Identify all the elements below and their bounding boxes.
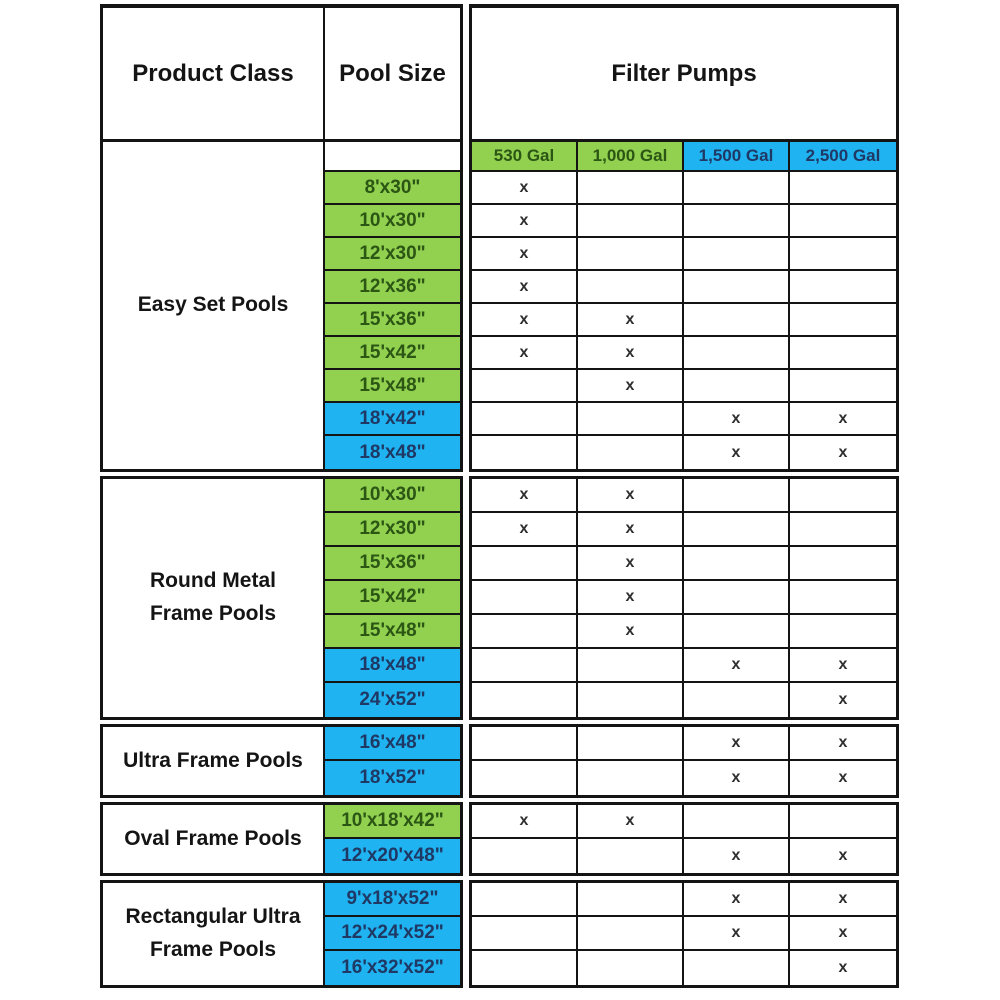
pump-column-header: 530 Gal <box>472 142 578 172</box>
pool-size-cell: 15'x36" <box>325 304 460 337</box>
pump-cell: x <box>684 403 790 436</box>
pump-row <box>472 304 896 337</box>
pump-cell: x <box>838 959 848 976</box>
product-class-header: Product Class <box>103 8 325 139</box>
product-section <box>100 802 899 876</box>
pump-row <box>472 271 896 304</box>
pump-cell: x <box>838 847 848 864</box>
pump-cell: x <box>472 479 578 513</box>
pump-cell <box>790 581 896 615</box>
product-class-label: Oval Frame Pools <box>124 826 302 850</box>
pump-cell: x <box>472 304 578 337</box>
pump-cell: x <box>790 883 896 917</box>
pump-cell <box>790 238 896 271</box>
pump-cell <box>472 615 578 649</box>
pump-row <box>472 513 896 547</box>
pump-cell: x <box>472 172 578 205</box>
section-left-box <box>100 139 463 472</box>
product-class-cell <box>103 883 325 985</box>
pump-cell: x <box>578 547 684 581</box>
pump-cell <box>578 727 684 761</box>
section-right-box <box>469 724 899 798</box>
pump-cell: x <box>578 581 684 615</box>
pump-cell: x <box>472 238 578 271</box>
section-left-box <box>100 880 463 988</box>
pool-size-column <box>325 479 460 717</box>
pump-cell: x <box>578 337 684 370</box>
pump-row <box>472 172 896 205</box>
pump-cell <box>472 581 578 615</box>
pump-cell <box>790 547 896 581</box>
pump-cell <box>790 479 896 513</box>
table-body <box>100 139 899 988</box>
pump-cell <box>472 839 578 873</box>
pump-row <box>472 727 896 761</box>
section-right-box <box>469 880 899 988</box>
product-section <box>100 880 899 988</box>
pump-cell <box>684 805 790 839</box>
pump-row <box>472 205 896 238</box>
pump-row <box>472 547 896 581</box>
pump-cell: x <box>838 443 848 461</box>
pump-row <box>472 403 896 436</box>
pump-cell <box>684 683 790 717</box>
pump-row <box>472 917 896 951</box>
pool-size-cell: 8'x30" <box>325 172 460 205</box>
pool-size-column <box>325 727 460 795</box>
pump-cell <box>790 805 896 839</box>
pump-cell: x <box>684 761 790 795</box>
pump-cell: x <box>472 805 578 839</box>
pump-cell: x <box>790 727 896 761</box>
pool-size-cell: 16'x32'x52" <box>325 951 460 985</box>
pump-cell <box>578 951 684 985</box>
pump-cell <box>684 581 790 615</box>
product-section <box>100 476 899 720</box>
pump-cell <box>684 951 790 985</box>
pump-cell <box>578 761 684 795</box>
pump-cell <box>578 172 684 205</box>
pump-cell: x <box>578 615 684 649</box>
pump-row <box>472 436 896 469</box>
section-right-box <box>469 802 899 876</box>
pump-cell: x <box>838 691 848 708</box>
pump-column-header: 1,500 Gal <box>684 142 790 172</box>
pump-cell <box>578 683 684 717</box>
section-right-box <box>469 476 899 720</box>
header-left-box <box>100 4 463 139</box>
pool-size-header: Pool Size <box>339 59 446 87</box>
pump-cell: x <box>684 917 790 951</box>
pump-cell: x <box>684 839 790 873</box>
pump-cell <box>790 304 896 337</box>
pump-cell: x <box>684 436 790 469</box>
pump-cell <box>472 683 578 717</box>
product-section <box>100 724 899 798</box>
pump-cell <box>684 205 790 238</box>
pump-cell <box>472 649 578 683</box>
pump-cell: x <box>472 337 578 370</box>
compatibility-table <box>100 4 899 988</box>
pump-cell: x <box>684 649 790 683</box>
pump-cell <box>790 337 896 370</box>
pump-cell <box>790 205 896 238</box>
section-left-box <box>100 724 463 798</box>
pool-size-cell: 18'x52" <box>325 761 460 795</box>
pump-cell <box>578 238 684 271</box>
pump-row <box>472 805 896 839</box>
pump-cell <box>472 727 578 761</box>
pool-size-column <box>325 883 460 985</box>
section-left-box <box>100 802 463 876</box>
product-class-cell <box>103 479 325 717</box>
pump-cell <box>578 271 684 304</box>
pump-header-row <box>472 142 896 172</box>
pump-column-header: 2,500 Gal <box>790 142 896 172</box>
pool-size-cell: 9'x18'x52" <box>325 883 460 917</box>
pump-cell: x <box>578 479 684 513</box>
pump-row <box>472 839 896 873</box>
pump-row <box>472 238 896 271</box>
pump-row <box>472 761 896 795</box>
pump-cell <box>684 479 790 513</box>
pump-cell: x <box>790 403 896 436</box>
table-header-row <box>100 4 899 139</box>
pool-size-cell: 12'x24'x52" <box>325 917 460 951</box>
pump-cell <box>578 205 684 238</box>
pump-cell: x <box>472 513 578 547</box>
pump-cell <box>578 649 684 683</box>
pool-size-cell: 12'x30" <box>325 238 460 271</box>
pump-cell <box>472 761 578 795</box>
pump-row <box>472 683 896 717</box>
pump-cell: x <box>578 370 684 403</box>
pool-size-cell: 12'x20'x48" <box>325 839 460 873</box>
pump-cell: x <box>684 883 790 917</box>
product-class-label: Ultra Frame Pools <box>123 748 303 772</box>
section-left-box <box>100 476 463 720</box>
pump-cell: x <box>472 271 578 304</box>
pump-cell <box>684 513 790 547</box>
pool-size-cell: 16'x48" <box>325 727 460 761</box>
product-section <box>100 139 899 472</box>
pump-cell <box>790 271 896 304</box>
pump-cell <box>472 547 578 581</box>
pump-cell: x <box>838 769 848 786</box>
pump-cell <box>790 615 896 649</box>
pump-cell: x <box>790 917 896 951</box>
pump-cell <box>684 238 790 271</box>
pump-cell <box>684 547 790 581</box>
pool-size-cell: 24'x52" <box>325 683 460 717</box>
pump-cell <box>578 883 684 917</box>
pump-cell: x <box>684 727 790 761</box>
pump-row <box>472 883 896 917</box>
pump-cell <box>684 337 790 370</box>
pool-size-cell: 10'x18'x42" <box>325 805 460 839</box>
pump-cell: x <box>790 649 896 683</box>
pool-size-cell: 12'x30" <box>325 513 460 547</box>
pump-cell <box>578 917 684 951</box>
pump-cell <box>684 615 790 649</box>
pump-row <box>472 479 896 513</box>
product-class-cell <box>103 142 325 469</box>
section-right-box <box>469 139 899 472</box>
pump-cell <box>472 436 578 469</box>
pool-size-cell: 18'x48" <box>325 649 460 683</box>
pump-cell <box>578 839 684 873</box>
filter-pumps-header: Filter Pumps <box>611 59 757 87</box>
pump-cell: x <box>472 205 578 238</box>
pump-cell <box>684 304 790 337</box>
pool-size-cell: 18'x48" <box>325 436 460 469</box>
pump-row <box>472 370 896 403</box>
pump-cell <box>684 271 790 304</box>
pool-size-cell: 10'x30" <box>325 205 460 238</box>
pump-cell: x <box>578 304 684 337</box>
pump-cell <box>790 370 896 403</box>
pump-cell <box>578 436 684 469</box>
pump-cell <box>684 370 790 403</box>
product-class-cell <box>103 805 325 873</box>
pump-cell <box>472 951 578 985</box>
pool-size-cell: 10'x30" <box>325 479 460 513</box>
pump-row <box>472 649 896 683</box>
pump-cell <box>790 513 896 547</box>
pump-column-header: 1,000 Gal <box>578 142 684 172</box>
pump-cell <box>578 403 684 436</box>
pool-size-cell: 18'x42" <box>325 403 460 436</box>
pool-size-cell: 15'x42" <box>325 337 460 370</box>
pool-size-column <box>325 805 460 873</box>
product-class-label: Easy Set Pools <box>137 293 289 317</box>
pump-cell <box>472 917 578 951</box>
pool-size-cell: 15'x42" <box>325 581 460 615</box>
pump-cell <box>684 172 790 205</box>
product-class-label: Round Metal Frame Pools <box>149 569 277 625</box>
product-class-label: Rectangular Ultra Frame Pools <box>125 905 301 961</box>
pump-cell <box>472 403 578 436</box>
pool-size-blank-cell <box>325 142 460 172</box>
pump-row <box>472 337 896 370</box>
pump-row <box>472 615 896 649</box>
pool-size-cell: 15'x48" <box>325 615 460 649</box>
pump-cell <box>472 883 578 917</box>
product-class-cell <box>103 727 325 795</box>
pump-cell <box>790 172 896 205</box>
pump-row <box>472 951 896 985</box>
pool-size-column <box>325 142 460 469</box>
pump-cell: x <box>578 805 684 839</box>
pump-row <box>472 581 896 615</box>
pool-size-cell: 12'x36" <box>325 271 460 304</box>
pump-cell <box>472 370 578 403</box>
pump-cell: x <box>578 513 684 547</box>
pool-size-cell: 15'x48" <box>325 370 460 403</box>
header-right-box <box>469 4 899 139</box>
pool-size-cell: 15'x36" <box>325 547 460 581</box>
